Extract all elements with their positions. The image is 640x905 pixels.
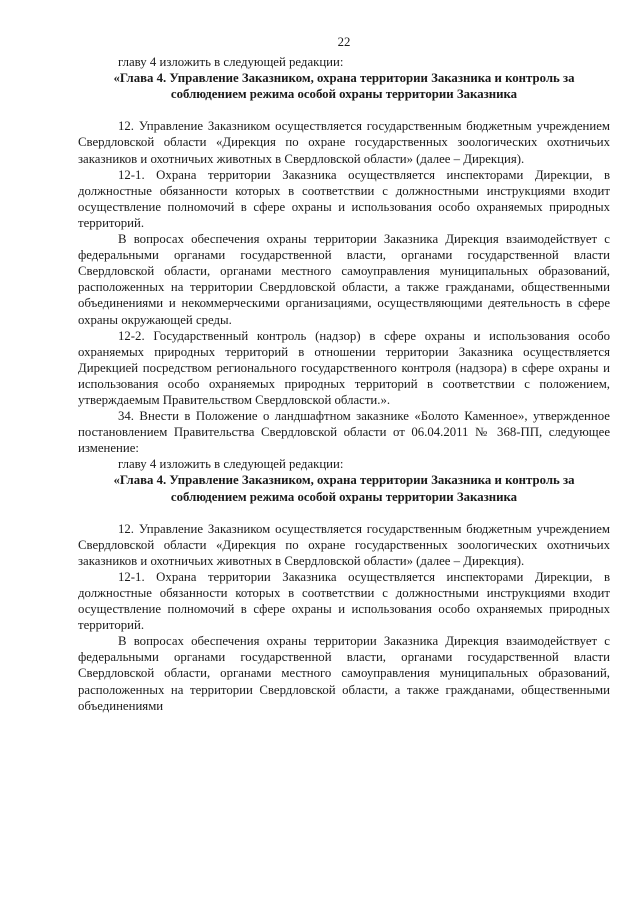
spacer bbox=[78, 102, 610, 118]
section2-paragraph-12-1: 12-1. Охрана территории Заказника осуществляется инспекторами Дирекции, в должностные обязанности которых в соответствии с должностными инструкциями входит осуществление полномочий в сфере охраны и использования особо охраняемых природных территорий. bbox=[78, 569, 610, 633]
section1-paragraph-cooperation: В вопросах обеспечения охраны территории Заказника Дирекция взаимодействует с федеральными органами государственной власти, органами государственной власти Свердловской области, органами местного самоуправления муниципальных образований, расположенных на территории Свердловской области, а также гражданами, общественными объединениями и некоммерческими организациями, осуществляющими деятельность в сфере охраны окружающей среды. bbox=[78, 232, 610, 327]
section1-paragraph-12: 12. Управление Заказником осуществляется государственным бюджетным учреждением Свердловской области «Дирекция по охране государственных зоологических охотничьих заказников и охотничьих животных в Свердловской области» (далее – Дирекция). bbox=[78, 119, 610, 166]
document-page bbox=[78, 34, 610, 714]
section2-paragraph-cooperation: В вопросах обеспечения охраны территории Заказника Дирекция взаимодействует с федеральными органами государственной власти, органами государственной власти Свердловской области, органами местного самоуправления муниципальных образований, расположенных на территории Свердловской области, а также гражданами, общественными объединениями bbox=[78, 634, 610, 713]
page-number: 22 bbox=[337, 35, 351, 49]
section1-heading: «Глава 4. Управление Заказником, охрана территории Заказника и контроль за соблюдением режима особой охраны территории Заказника bbox=[113, 71, 575, 102]
section1-paragraph-34: 34. Внести в Положение о ландшафтном заказнике «Болото Каменное», утвержденное постановлением Правительства Свердловской области от 06.04.2011 № 368-ПП, следующее изменение: bbox=[78, 409, 610, 456]
spacer bbox=[78, 505, 610, 521]
section1-intro: главу 4 изложить в следующей редакции: bbox=[118, 55, 344, 70]
section2-intro: главу 4 изложить в следующей редакции: bbox=[118, 457, 344, 472]
section2-heading: «Глава 4. Управление Заказником, охрана территории Заказника и контроль за соблюдением режима особой охраны территории Заказника bbox=[113, 473, 575, 504]
section1-paragraph-12-1: 12-1. Охрана территории Заказника осуществляется инспекторами Дирекции, в должностные обязанности которых в соответствии с должностными инструкциями входит осуществление полномочий в сфере охраны и использования особо охраняемых природных территорий. bbox=[78, 167, 610, 230]
section1-paragraph-12-2: 12-2. Государственный контроль (надзор) в сфере охраны и использования особо охраняемых природных территорий в отношении территории Заказника осуществляется Дирекцией посредством регионального государственного контроля (надзора) в сфере охраны и использования особо охраняемых природных территорий в соответствии с положением, утверждаемым Правительством Свердловской области.». bbox=[78, 328, 610, 407]
section2-paragraph-12: 12. Управление Заказником осуществляется государственным бюджетным учреждением Свердловской области «Дирекция по охране государственных зоологических охотничьих заказников и охотничьих животных в Свердловской области» (далее – Дирекция). bbox=[78, 521, 610, 568]
